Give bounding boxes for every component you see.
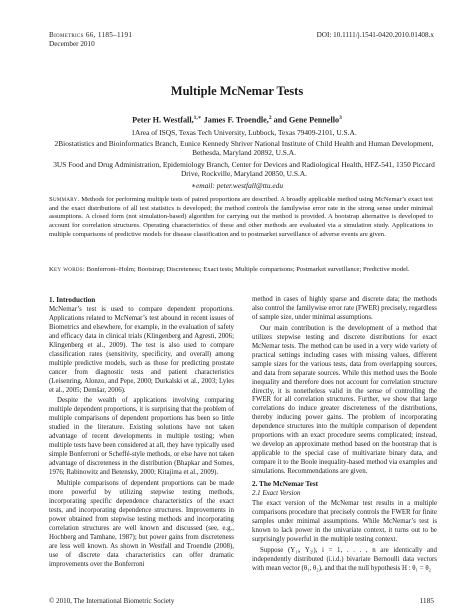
- subsection-heading-exact-version: 2.1 Exact Version: [252, 490, 301, 498]
- affiliation-2: 2Biostatistics and Bioinformatics Branch, Eunice Kennedy Shriver National Institute of Child Health and Human Development, Bethesda, Maryland 20892, U.S.A.: [54, 139, 434, 158]
- journal-date: December 2010: [49, 40, 95, 48]
- paragraph: Our main contribution is the development of a method that utilizes stepwise testing and discrete distributions for exact McNemar tests. The method can be used in a very wide variety of practical settings including cases with missing values, different sample sizes for the various tests, data from overlapping sources, and data from separate sources. While this method uses the Boole inequality and therefore does not account for correlation structure directly, it is nonetheless valid in the sense of controlling the FWER for all correlation structures. Further, we show that large correlations do induce greater discreteness of the distributions, thereby inducing power gains. The problem of incorporating dependence structures into the multiple comparison of dependent proportions with an exact procedure seems complicated; instead, we develop an approximate method based on the bootstrap that is applicable to the special case of multivariate binary data, and compare it to the Boole inequality-based method via examples and simulations. Recommendations are given.: [252, 324, 437, 476]
- journal-citation: [49, 31, 132, 49]
- keywords-text: Bonferroni–Holm; Bootstrap; Discreteness; Exact tests; Multiple comparisons; Postmarket surveillance; Predictive model.: [86, 266, 410, 273]
- abstract-label: Summary.: [49, 196, 80, 203]
- affiliation-3: 3US Food and Drug Administration, Epidemiology Branch, Center for Devices and Radiological Health, HFZ-541, 1350 Piccard Drive, Rockville, Maryland 20850, U.S.A.: [53, 160, 435, 179]
- paragraph: Multiple comparisons of dependent proportions can be made more powerful by utilizing stepwise testing methods, incorporating specific dependence characteristics of the exact tests, and incorporating dependence structures. Improvements in power obtained from stepwise testing methods and incorporating correlation structures are well known and discussed (see, e.g., Hochberg and Tamhane, 1987); but power gains from discreteness are less well known. As shown in Westfall and Troendle (2008), use of discrete data characteristics can offer dramatic improvements over the Bonferroni: [49, 480, 234, 568]
- doi: DOI: 10.1111/j.1541-0420.2010.01408.x: [316, 31, 434, 39]
- keywords-label: Key words:: [49, 266, 85, 273]
- paragraph: McNemar’s test is used to compare dependent proportions. Applications related to McNemar’s test abound in recent issues of Biometrics and elsewhere, for example, in the evaluation of safety and efficacy data in clinical trials (Klingenberg and Agresti, 2006; Klingenberg et al., 2009). The test is also used to compare classification rates (sensitivity, specificity, and overall) among multiple predictive models, such as those for predicting prostate cancer from diagnostic tests and patient characteristics (Leisenring, Alonzo, and Pepe, 2000; Durkalski et al., 2003; Lyles et al., 2005; Demšar, 2006).: [49, 305, 234, 394]
- paragraph: method in cases of highly sparse and discrete data; the methods also control the familywise error rate (FWER) precisely, regardless of sample size, under minimal assumptions.: [252, 296, 437, 321]
- paragraph: Suppose (Y₁ᵢ, Y₂ᵢ), i = 1, . . . , n are identically and independently distributed (i.i.d.) bivariate Bernoulli data vectors with mean vector (θ₁, θ₂), and that the null hypothesis H : θ₁ = θ₂: [252, 546, 437, 572]
- paragraph: Despite the wealth of applications involving comparing multiple dependent proportions, it is surprising that the problem of multiple comparisons of dependent proportions has been so little studied in the literature. Existing solutions have not taken advantage of recent developments in multiple testing; when multiple tests have been considered at all, they have typically used simple Bonferroni or Scheffé-style methods, or else have not taken advantage of discreteness in the distribution (Bhapkar and Somes, 1976; Rabinowitz and Betensky, 2000; Kitajima et al., 2009).: [49, 397, 234, 477]
- left-column: [49, 296, 234, 572]
- copyright-notice: © 2010, The International Biometric Society: [49, 597, 175, 605]
- paper-title: Multiple McNemar Tests: [170, 84, 304, 98]
- right-column: [252, 296, 437, 576]
- paragraph: The exact version of the McNemar test results in a multiple comparisons procedure that precisely controls the FWER for finite samples under minimal assumptions. While McNemar’s test is known to lack power in the univariate context, it turns out to be surprisingly powerful in the multiple testing context.: [252, 499, 437, 543]
- abstract-text: Methods for performing multiple tests of paired proportions are described. A broadly applicable method using McNemar’s exact test and the exact distributions of all test statistics is developed; the method controls the familywise error rate in the strong sense under minimal assumptions. A closed form (not simulation-based) algorithm for carrying out the method is provided. A bootstrap alternative is developed to account for correlation structures. Operating characteristics of these and other methods are evaluated via a simulation study. Applications to multiple comparisons of predictive models for disease classification and to postmarket surveillance of adverse events are given.: [49, 196, 433, 238]
- corresponding-email: ∗email: peter.westfall@ttu.edu: [190, 181, 284, 190]
- section-heading-mcnemar-test: 2. The McNemar Test: [252, 480, 319, 489]
- affiliation-1: 1Area of ISQS, Texas Tech University, Lubbock, Texas 79409-2101, U.S.A.: [131, 128, 357, 137]
- abstract: [49, 196, 433, 240]
- journal-volume-pages: Biometrics 66, 1185–1191: [49, 31, 133, 39]
- author-list: Peter H. Westfall,$^{1,∗}$ James F. Troendle,$^2$ and Gene Pennello$^3$: [132, 115, 342, 125]
- page-number: 1185: [419, 596, 434, 605]
- keywords: [49, 266, 433, 275]
- section-heading-introduction: 1. Introduction: [49, 296, 96, 304]
